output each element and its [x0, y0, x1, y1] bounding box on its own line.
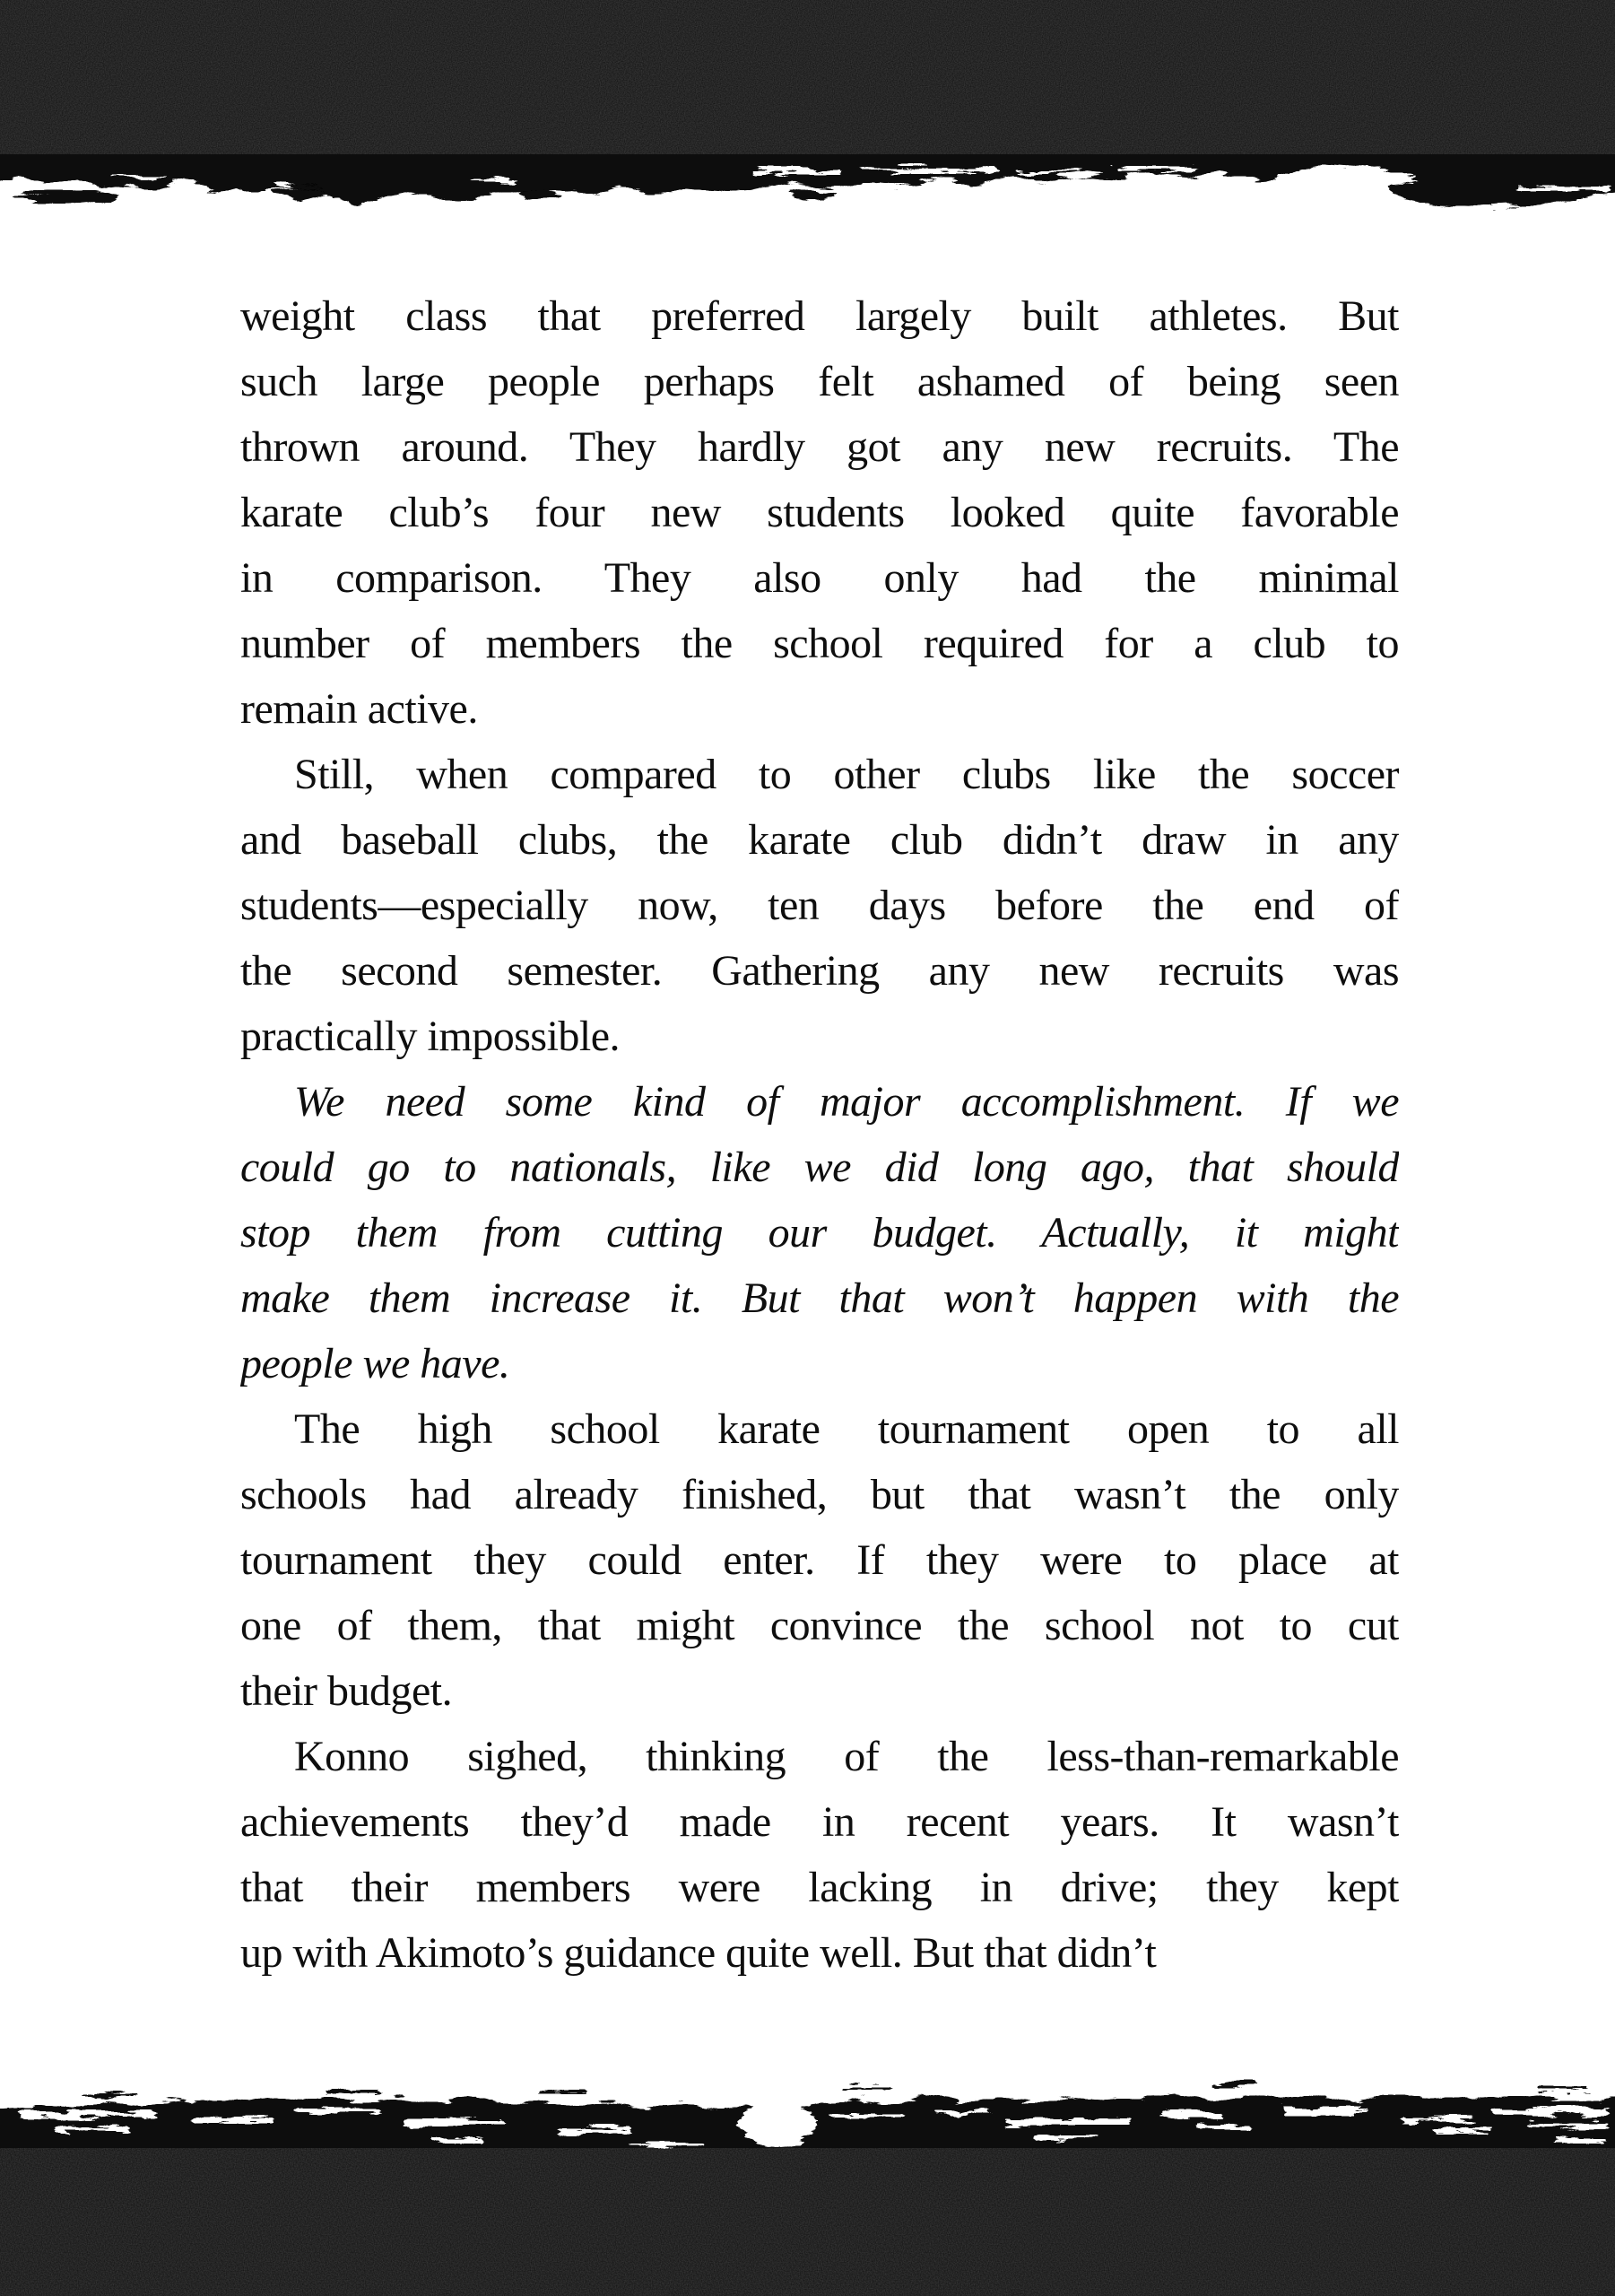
- text-line: that their members were lacking in drive; they kept: [240, 1864, 1399, 1911]
- top-border-texture: [0, 0, 1615, 154]
- text-line: up with Akimoto’s guidance quite well. But that didn’t: [240, 1929, 1157, 1977]
- bottom-ink-border: [0, 2054, 1615, 2296]
- top-ink-border: [0, 0, 1615, 251]
- text-line: could go to nationals, like we did long ago, that should: [240, 1144, 1399, 1191]
- text-line: tournament they could enter. If they were to place at: [240, 1536, 1399, 1584]
- top-border-edge: [0, 0, 1615, 204]
- text-line: such large people perhaps felt ashamed of being seen: [240, 358, 1399, 405]
- text-line: Konno sighed, thinking of the less-than-remarkable: [294, 1733, 1399, 1780]
- text-line: Still, when compared to other clubs like the soccer: [294, 751, 1399, 798]
- text-line: and baseball clubs, the karate club didn’t draw in any: [240, 816, 1399, 864]
- text-line: weight class that preferred largely built athletes. But: [240, 292, 1399, 340]
- paragraph: [240, 742, 1399, 1069]
- paragraph: [240, 1069, 1399, 1396]
- paragraph: [240, 283, 1399, 742]
- text-line: make them increase it. But that won’t happen with the: [240, 1274, 1399, 1322]
- text-line: one of them, that might convince the school not to cut: [240, 1602, 1399, 1649]
- text-line: the second semester. Gathering any new recruits was: [240, 947, 1399, 995]
- text-line: We need some kind of major accomplishment. If we: [294, 1078, 1399, 1126]
- text-line: people we have.: [240, 1340, 510, 1387]
- bottom-border-edge: [0, 2081, 1615, 2296]
- text-line: thrown around. They hardly got any new recruits. The: [240, 423, 1399, 471]
- text-line: schools had already finished, but that wasn’t the only: [240, 1471, 1399, 1518]
- paragraph: [240, 1396, 1399, 1724]
- text-line: karate club’s four new students looked quite favorable: [240, 489, 1399, 536]
- text-line: The high school karate tournament open to all: [294, 1405, 1399, 1453]
- text-line: remain active.: [240, 685, 478, 733]
- bottom-border-texture: [0, 2148, 1615, 2296]
- text-line: practically impossible.: [240, 1013, 621, 1060]
- text-line: stop them from cutting our budget. Actually, it might: [240, 1209, 1399, 1257]
- paragraph: [240, 1724, 1399, 1986]
- text-line: achievements they’d made in recent years. It wasn’t: [240, 1798, 1399, 1846]
- text-line: in comparison. They also only had the minimal: [240, 554, 1399, 602]
- text-line: number of members the school required for a club to: [240, 620, 1399, 667]
- text-block: [240, 283, 1399, 1986]
- text-line: students—especially now, ten days before the end of: [240, 882, 1399, 929]
- text-line: their budget.: [240, 1667, 453, 1715]
